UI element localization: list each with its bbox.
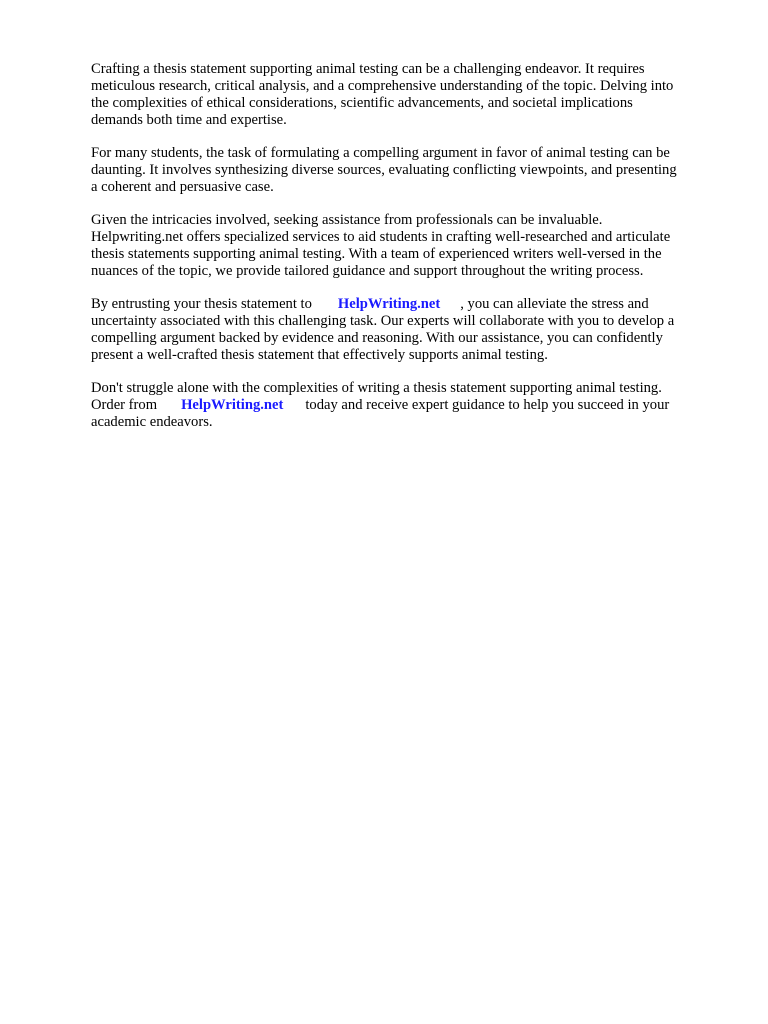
- text-line: Given the intricacies involved, seeking assistance from professionals can be invaluable.: [91, 212, 603, 228]
- text-line: thesis statements supporting animal testing. With a team of experienced writers well-versed in the: [91, 246, 662, 262]
- text-line: the complexities of ethical considerations, scientific advancements, and societal implications: [91, 95, 633, 111]
- text-line: uncertainty associated with this challenging task. Our experts will collaborate with you to develop a: [91, 313, 675, 329]
- text-fragment: By entrusting your thesis statement to: [91, 296, 312, 312]
- text-line-with-link: [91, 296, 721, 313]
- text-line: For many students, the task of formulating a compelling argument in favor of animal testing can be: [91, 145, 670, 161]
- text-line: Don't struggle alone with the complexities of writing a thesis statement supporting animal testing.: [91, 380, 662, 396]
- text-line: meticulous research, critical analysis, and a comprehensive understanding of the topic. Delving into: [91, 78, 674, 94]
- helpwriting-link[interactable]: HelpWriting.net: [181, 397, 284, 413]
- paragraph-call-to-action: [91, 380, 721, 431]
- paragraph-intro: [91, 61, 721, 129]
- document-body: [91, 61, 721, 447]
- text-line: compelling argument backed by evidence and reasoning. With our assistance, you can confidently: [91, 330, 663, 346]
- paragraph-students: [91, 145, 721, 196]
- text-line: a coherent and persuasive case.: [91, 179, 274, 195]
- text-line: demands both time and expertise.: [91, 112, 287, 128]
- text-fragment: , you can alleviate the stress and: [460, 296, 649, 312]
- text-line: present a well-crafted thesis statement that effectively supports animal testing.: [91, 347, 548, 363]
- text-line: Helpwriting.net offers specialized services to aid students in crafting well-researched and articulate: [91, 229, 671, 245]
- paragraph-assistance: [91, 212, 721, 280]
- text-line: nuances of the topic, we provide tailored guidance and support throughout the writing process.: [91, 263, 644, 279]
- text-fragment: today and receive expert guidance to help you succeed in your: [305, 397, 670, 413]
- text-line-with-link: [91, 397, 721, 414]
- text-line: academic endeavors.: [91, 414, 213, 430]
- text-line: daunting. It involves synthesizing diverse sources, evaluating conflicting viewpoints, and presenting: [91, 162, 677, 178]
- text-fragment: Order from: [91, 397, 158, 413]
- paragraph-entrust: [91, 296, 721, 364]
- text-line: Crafting a thesis statement supporting animal testing can be a challenging endeavor. It requires: [91, 61, 645, 77]
- helpwriting-link[interactable]: HelpWriting.net: [337, 296, 441, 312]
